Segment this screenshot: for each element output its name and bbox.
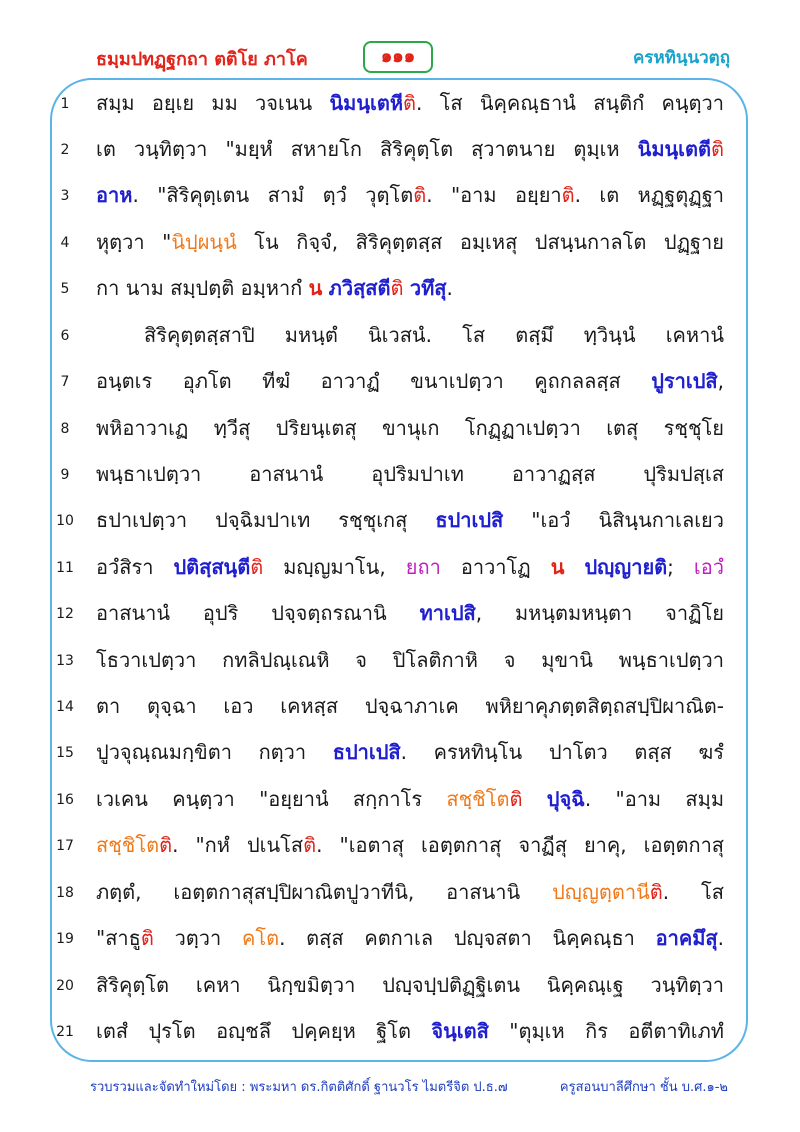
text-segment: . เต หฏฺฐตุฏฺฐา [574, 183, 724, 207]
text-segment: ปูวจุณฺณมกฺขิตา กตฺวา [96, 740, 333, 764]
text-segment: ติ [413, 183, 427, 207]
line-number: 3 [60, 188, 70, 204]
text-segment: โน กิจฺจํ, สิริคุตฺตสฺส อมฺเหสุ ปสนฺนกาลโต ปฏฺฐาย [236, 230, 724, 254]
text-segment: ติ [303, 833, 317, 857]
line-number: 6 [60, 328, 70, 344]
text-segment: สมฺม อยฺเย มม วจเนน [96, 91, 330, 115]
text-segment: . โส นิคฺคณฺธานํ สนฺติกํ คนฺตฺวา [416, 91, 724, 115]
line-number: 8 [60, 421, 70, 437]
footer-teacher: ครูสอนบาลีศึกษา ชั้น บ.ศ.๑-๒ [559, 1080, 728, 1095]
text-segment: . "อาม อยฺยา [426, 183, 562, 207]
text-segment: ธปาเปตฺวา ปจฺฉิมปาเท รชฺชุเกสุ [96, 508, 436, 532]
text-segment: . ครหทินฺโน ปาโตว ตสฺส ฆรํ [400, 740, 724, 764]
line-number: 10 [56, 513, 74, 529]
text-segment: ติ [159, 833, 173, 857]
text-line-19 [96, 925, 724, 951]
text-segment: เอวํ [693, 555, 724, 579]
text-line-5 [96, 275, 724, 301]
text-segment: "เอวํ นิสินฺนกาเลเยว [503, 508, 724, 532]
text-line-17 [96, 832, 724, 858]
text-line-2 [96, 136, 724, 162]
text-segment: อาคมึสุ [655, 926, 718, 950]
line-number: 16 [56, 792, 74, 808]
text-segment: ติ [250, 555, 264, 579]
text-segment: น [550, 555, 565, 579]
line-number: 19 [56, 931, 74, 947]
text-line-8 [96, 415, 724, 441]
text-segment: ติ [390, 276, 404, 300]
text-segment: คโต [241, 926, 280, 950]
text-segment: "ตุมฺเห กิร อตีตาทิเภทํ [488, 1019, 724, 1043]
text-segment [522, 787, 546, 811]
text-segment: จินฺเตสิ [431, 1019, 489, 1043]
text-segment: ติ [711, 137, 724, 161]
text-segment: ตา ตุจฺฉา เอว เคหสฺส ปจฺฉาภาเค พหิยาคุภตฺตสิตฺถสปฺปิผาณิต- [96, 694, 724, 718]
text-segment: ; [667, 555, 694, 579]
story-title: ครหทินฺนวตฺถุ [632, 48, 730, 68]
line-number: 21 [56, 1024, 74, 1040]
text-segment: ติ [561, 183, 575, 207]
text-segment: กา นาม สมฺปตฺติ อมฺหากํ [96, 276, 309, 300]
text-segment: หุตฺวา " [96, 230, 172, 254]
text-line-1 [96, 90, 724, 116]
line-number: 13 [56, 653, 74, 669]
text-segment: . ตสฺส คตกาเล ปญฺจสตา นิคฺคณฺธา [279, 926, 656, 950]
text-segment: ปญฺญตฺตานี [552, 880, 650, 904]
text-line-21 [96, 1018, 724, 1044]
text-segment: สชฺชิโต [96, 833, 160, 857]
text-segment: ปุจฺฉิ [546, 787, 585, 811]
text-segment: สชฺชิโต [446, 787, 510, 811]
text-line-7 [96, 368, 724, 394]
text-line-10 [96, 507, 724, 533]
text-segment: ภวิสฺสตี [328, 276, 391, 300]
text-line-20 [96, 972, 724, 998]
text-segment: . [446, 276, 453, 300]
text-segment: นิมนฺเตตี [637, 137, 711, 161]
text-segment: ปติสฺสนฺตี [173, 555, 251, 579]
text-segment: วตฺวา [153, 926, 242, 950]
text-segment: มญฺญมาโน, [263, 555, 406, 579]
text-segment: ติ [509, 787, 523, 811]
text-segment: โธวาเปตฺวา กทลิปณฺเณหิ จ ปิโลติกาหิ จ มุขานิ พนฺธาเปตฺวา [96, 648, 724, 672]
text-segment: อาห [96, 183, 133, 207]
line-number: 11 [56, 560, 74, 576]
text-segment [564, 555, 584, 579]
text-segment: . โส [662, 880, 724, 904]
text-segment: ทาเปสิ [419, 601, 476, 625]
line-number: 15 [56, 745, 74, 761]
line-number: 14 [56, 699, 74, 715]
text-segment: "สาธู [96, 926, 141, 950]
text-segment: ติ [649, 880, 663, 904]
text-segment: นิมนฺเตหี [329, 91, 404, 115]
text-line-16 [96, 786, 724, 812]
text-segment: วทึสุ [409, 276, 447, 300]
text-segment: เตสํ ปุรโต อญฺชลึ ปคฺคยฺห ฐิโต [96, 1019, 432, 1043]
page-number: ๑๑๑ [363, 41, 433, 73]
line-number: 7 [60, 374, 70, 390]
text-segment: น [308, 276, 323, 300]
text-line-18 [96, 879, 724, 905]
text-segment: . [717, 926, 724, 950]
text-segment: อวํสิรา [96, 555, 174, 579]
text-segment: สิริคุตฺโต เคหา นิกฺขมิตฺวา ปญฺจปฺปติฏฺฐิเตน นิคฺคณฺเฐ วนฺทิตฺวา [96, 973, 724, 997]
line-number: 20 [56, 978, 74, 994]
text-line-13 [96, 647, 724, 673]
text-segment: , [717, 369, 724, 393]
text-segment: . "กหํ ปเนโส [172, 833, 304, 857]
text-segment: อาสนานํ อุปริ ปจฺจตฺถรณานิ [96, 601, 420, 625]
text-segment: ธปาเปสิ [332, 740, 401, 764]
text-segment: ปูราเปสิ [651, 369, 718, 393]
line-number: 9 [60, 467, 70, 483]
text-line-4 [96, 229, 724, 255]
text-segment: ติ [140, 926, 154, 950]
line-number: 17 [56, 838, 74, 854]
line-number: 2 [60, 142, 70, 158]
text-line-9 [96, 461, 724, 487]
line-number: 12 [56, 606, 74, 622]
text-line-14 [96, 693, 724, 719]
text-line-3 [96, 182, 724, 208]
text-segment: พหิอาวาเฏ ทฺวีสุ ปริยนฺเตสุ ขานุเก โกฏฺฏาเปตฺวา เตสุ รชฺชุโย [96, 416, 724, 440]
book-title: ธมฺมปทฏฺฐกถา ตติโย ภาโค [96, 49, 308, 70]
text-segment: สิริคุตฺตสฺสาปิ มหนฺตํ นิเวสนํ. โส ตสฺมึ ทฺวินฺนํ เคหานํ [144, 323, 724, 347]
text-segment: เต วนฺทิตฺวา "มยฺหํ สหายโก สิริคุตฺโต สฺวาตนาย ตุมฺเห [96, 137, 638, 161]
text-segment: ติ [403, 91, 417, 115]
text-segment: ธปาเปสิ [435, 508, 504, 532]
line-number: 5 [60, 281, 70, 297]
text-segment: เวเคน คนฺตฺวา "อยฺยานํ สกฺกาโร [96, 787, 447, 811]
text-line-11 [96, 554, 724, 580]
line-number: 1 [60, 96, 70, 112]
text-segment: ยถา [405, 555, 441, 579]
footer-compiler: รวบรวมและจัดทำใหม่โดย : พระมหา ดร.กิตติศักดิ์ ฐานวโร ไมตรีจิต ป.ธ.๗ [90, 1080, 508, 1095]
text-segment: อาวาโฏ [440, 555, 551, 579]
text-segment: ภตฺตํ, เอตฺตกาสุสปฺปิผาณิตปูวาทีนิ, อาสนานิ [96, 880, 553, 904]
text-line-6 [144, 322, 724, 348]
text-segment: . "เอตาสุ เอตฺตกาสุ จาฏีสุ ยาคุ, เอตฺตกาสุ [316, 833, 724, 857]
text-segment: ปญฺญายติ [584, 555, 668, 579]
text-segment: อนฺตเร อุภโต ทีฆํ อาวาฏํ ขนาเปตฺวา คูถกลลสฺส [96, 369, 652, 393]
text-segment: นิปฺผนฺนํ [171, 230, 237, 254]
line-number: 18 [56, 885, 74, 901]
text-line-12 [96, 600, 724, 626]
line-number: 4 [60, 235, 70, 251]
text-line-15 [96, 739, 724, 765]
text-segment: พนฺธาเปตฺวา อาสนานํ อุปริมปาเท อาวาฏสฺส ปุริมปสฺเส [96, 462, 724, 486]
text-segment: . "สิริคุตฺเตน สามํ ตฺวํ วุตฺโต [132, 183, 414, 207]
text-segment: . "อาม สมฺม [584, 787, 724, 811]
text-segment: , มหนฺตมหนฺตา จาฏิโย [475, 601, 724, 625]
